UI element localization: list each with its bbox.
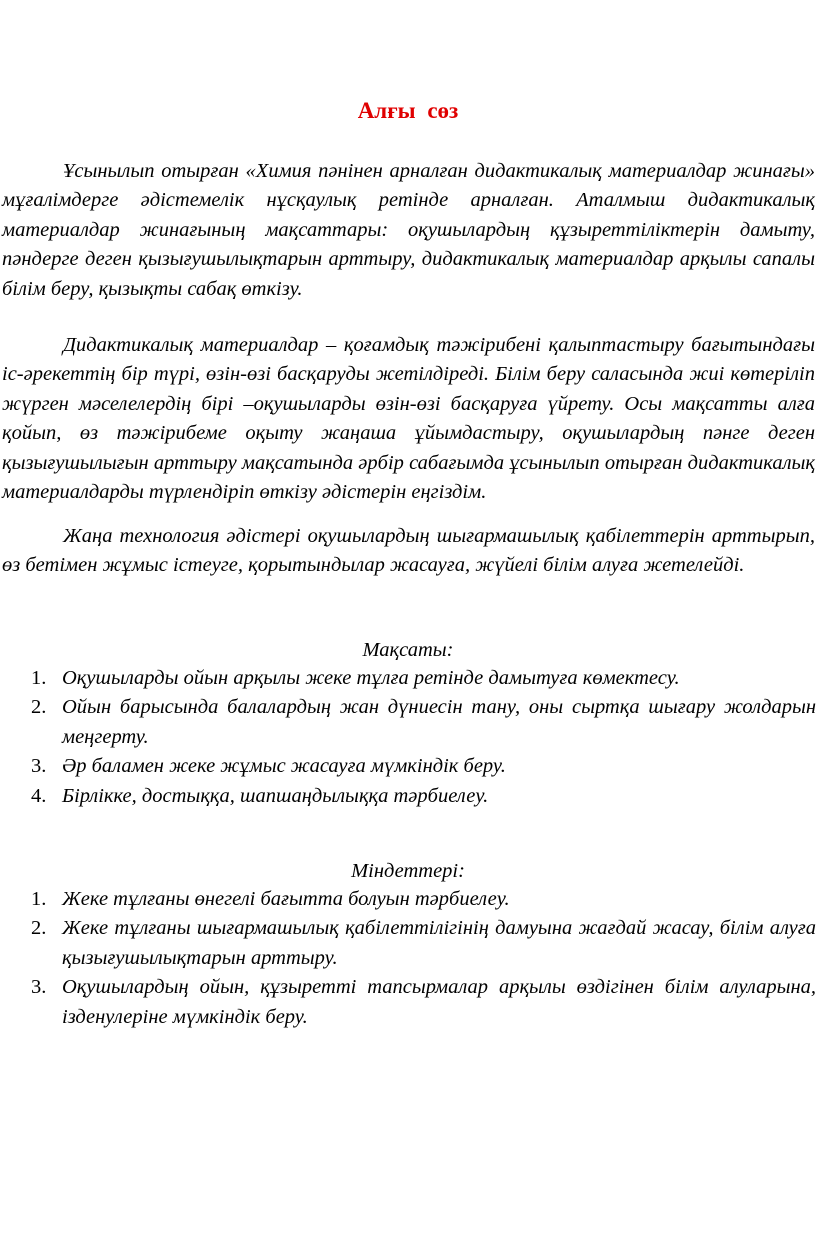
- list-item: [0, 752, 816, 781]
- list-item-number: 3.: [31, 755, 47, 778]
- goals-heading: Мақсаты:: [362, 639, 454, 661]
- list-item: [0, 782, 816, 811]
- tasks-heading: Міндеттері:: [351, 860, 465, 882]
- paragraph-intro: Ұсынылып отырған «Химия пәнінен арналған дидактикалық материалдар жинағы» мұғалімдерге әдістемелік нұсқаулық ретінде арналған. Аталмыш дидактикалық материалдар жинағының мақсаттары: оқушылардың құзыреттіліктерін дамыту, пәндерге деген қызығушылықтарын арттыру, дидактикалық материалдар арқылы сапалы білім беру, қызықты сабақ өткізу.: [2, 160, 815, 300]
- list-item-text: Әр баламен жеке жұмыс жасауға мүмкіндік беру.: [62, 755, 506, 778]
- list-item: [0, 973, 816, 1032]
- goals-list: [0, 664, 816, 811]
- list-item-text: Ойын барысында балалардың жан дүниесін тану, оны сыртқа шығару жолдарын меңгерту.: [62, 696, 816, 748]
- list-item-number: 3.: [31, 976, 47, 999]
- list-item: [0, 664, 816, 693]
- list-item-text: Оқушылардың ойын, құзыретті тапсырмалар арқылы өздігінен білім алуларына, ізденулеріне мүмкіндік беру.: [62, 976, 816, 1028]
- list-item-text: Оқушыларды ойын арқылы жеке тұлға ретінде дамытуға көмектесу.: [62, 667, 680, 689]
- list-item-number: 1.: [31, 667, 47, 689]
- list-item: [0, 885, 816, 914]
- list-item-number: 2.: [31, 696, 47, 719]
- list-item-text: Жеке тұлғаны өнегелі бағытта болуын тәрбиелеу.: [62, 888, 510, 910]
- list-item: [0, 914, 816, 973]
- list-item-text: Жеке тұлғаны шығармашылық қабілеттілігінің дамуына жағдай жасау, білім алуға қызығушылықтарын арттыру.: [62, 917, 816, 969]
- tasks-list: [0, 885, 816, 1032]
- paragraph-technology: Жаңа технология әдістері оқушылардың шығармашылық қабілеттерін арттырып, өз бетімен жұмыс істеуге, қорытындылар жасауға, жүйелі білім алуға жетелейді.: [2, 525, 815, 577]
- list-item-text: Бірлікке, достыққа, шапшаңдылыққа тәрбиелеу.: [62, 784, 489, 807]
- paragraph-didactic: Дидактикалық материалдар – қоғамдық тәжірибені қалыптастыру бағытындағы іс-әрекеттің бір түрі, өзін-өзі басқаруды жетілдіреді. Білім беру саласында жиі көтеріліп жүрген мәселелердің бірі –оқушыларды өзін-өзі басқаруға үйрету. Осы мақсатты алға қойып, өз тәжірибеме оқыту жаңаша ұйымдастыру, оқушылардың пәнге деген қызығушылығын арттыру мақсатында әрбір сабағымда ұсынылып отырған дидактикалық материалдарды түрлендіріп өткізу әдістерін еңгіздім.: [2, 334, 815, 504]
- page-title: Алғы сөз: [357, 98, 459, 123]
- list-item: [0, 693, 816, 752]
- list-item-number: 1.: [31, 888, 47, 910]
- list-item-number: 2.: [31, 917, 47, 940]
- list-item-number: 4.: [31, 784, 47, 807]
